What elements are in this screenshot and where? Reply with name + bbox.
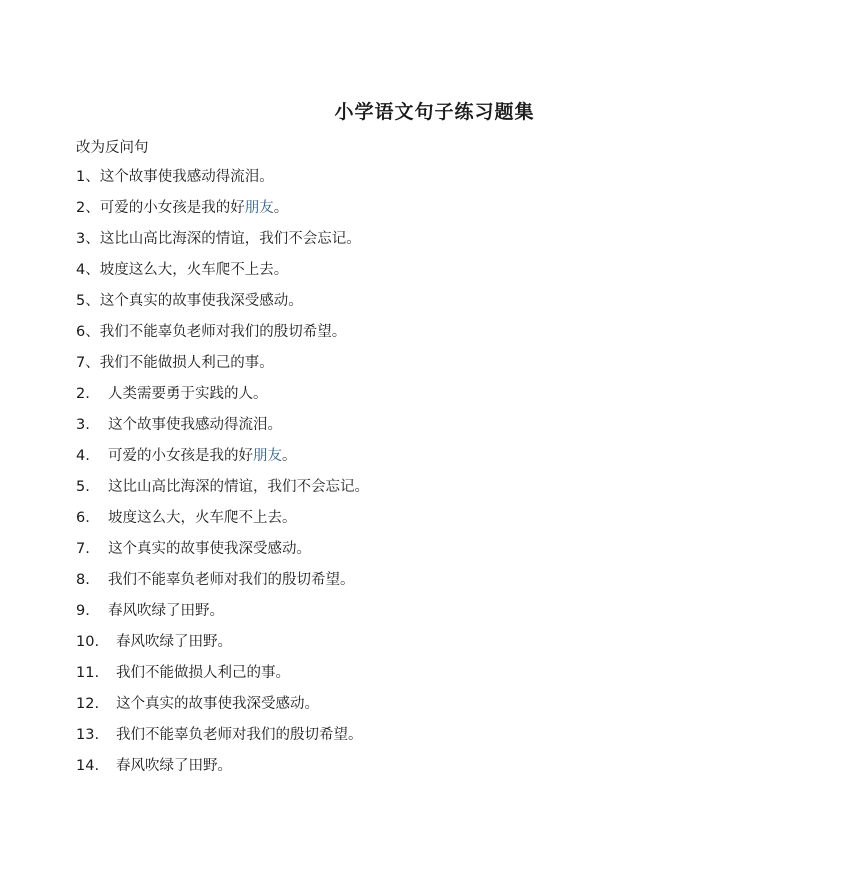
list-item — [76, 229, 369, 260]
list-item — [76, 570, 369, 601]
item-text: 这比山高比海深的情谊，我们不会忘记。 — [99, 231, 361, 247]
item-text: 春风吹绿了田野。 — [116, 758, 232, 774]
friend-link[interactable]: 朋友 — [244, 200, 274, 216]
list-item — [76, 663, 369, 694]
item-number: 1、 — [76, 169, 100, 185]
item-number: 10. — [76, 634, 100, 650]
list-item — [76, 508, 369, 539]
item-text: 我们不能做损人利己的事。 — [99, 355, 274, 371]
list-item — [76, 167, 369, 198]
item-text: 这个真实的故事使我深受感动。 — [99, 293, 303, 309]
list-item — [76, 539, 369, 570]
item-text: 这个故事使我感动得流泪。 — [99, 169, 274, 185]
item-text: 春风吹绿了田野。 — [108, 603, 224, 619]
item-text: 坡度这么大，火车爬不上去。 — [99, 262, 289, 278]
list-item — [76, 260, 369, 291]
list-item — [76, 353, 369, 384]
list-item — [76, 477, 369, 508]
item-text: 这个真实的故事使我深受感动。 — [116, 696, 319, 712]
item-text: 我们不能辜负老师对我们的殷切希望。 — [116, 727, 363, 743]
list-item — [76, 415, 369, 446]
item-number: 12. — [76, 696, 100, 712]
item-number: 13. — [76, 727, 100, 743]
item-number: 3. — [76, 417, 90, 433]
list-item — [76, 322, 369, 353]
item-text: 可爱的小女孩是我的好 — [99, 200, 245, 216]
item-number: 4. — [76, 448, 90, 464]
friend-link[interactable]: 朋友 — [253, 448, 282, 464]
item-number: 9. — [76, 603, 90, 619]
item-text: 我们不能辜负老师对我们的殷切希望。 — [99, 324, 347, 340]
list-item — [76, 291, 369, 322]
list-item — [76, 601, 369, 632]
item-number: 7、 — [76, 355, 100, 371]
item-number: 3、 — [76, 231, 100, 247]
section-heading: 改为反问句 — [76, 140, 149, 156]
item-text: 这比山高比海深的情谊，我们不会忘记。 — [108, 479, 369, 495]
item-text: 可爱的小女孩是我的好 — [108, 448, 253, 464]
item-tail: 。 — [282, 448, 297, 464]
list-item — [76, 756, 369, 787]
item-number: 7. — [76, 541, 90, 557]
item-text: 这个故事使我感动得流泪。 — [108, 417, 282, 433]
list-item — [76, 632, 369, 663]
item-number: 4、 — [76, 262, 100, 278]
item-text: 这个真实的故事使我深受感动。 — [108, 541, 311, 557]
item-number: 8. — [76, 572, 90, 588]
item-text: 我们不能辜负老师对我们的殷切希望。 — [108, 572, 355, 588]
list-item — [76, 384, 369, 415]
item-number: 11. — [76, 665, 100, 681]
item-number: 2、 — [76, 200, 100, 216]
item-tail: 。 — [273, 200, 289, 216]
exercise-list — [76, 167, 369, 787]
item-text: 坡度这么大，火车爬不上去。 — [108, 510, 297, 526]
item-number: 2. — [76, 386, 90, 402]
list-item — [76, 694, 369, 725]
item-number: 5、 — [76, 293, 100, 309]
item-number: 5. — [76, 479, 90, 495]
item-number: 6、 — [76, 324, 100, 340]
list-item — [76, 198, 369, 229]
list-item — [76, 446, 369, 477]
document-title: 小学语文句子练习题集 — [334, 101, 535, 123]
item-number: 14. — [76, 758, 100, 774]
item-text: 春风吹绿了田野。 — [116, 634, 232, 650]
list-item — [76, 725, 369, 756]
item-text: 人类需要勇于实践的人。 — [108, 386, 268, 402]
item-number: 6. — [76, 510, 90, 526]
item-text: 我们不能做损人利己的事。 — [116, 665, 290, 681]
